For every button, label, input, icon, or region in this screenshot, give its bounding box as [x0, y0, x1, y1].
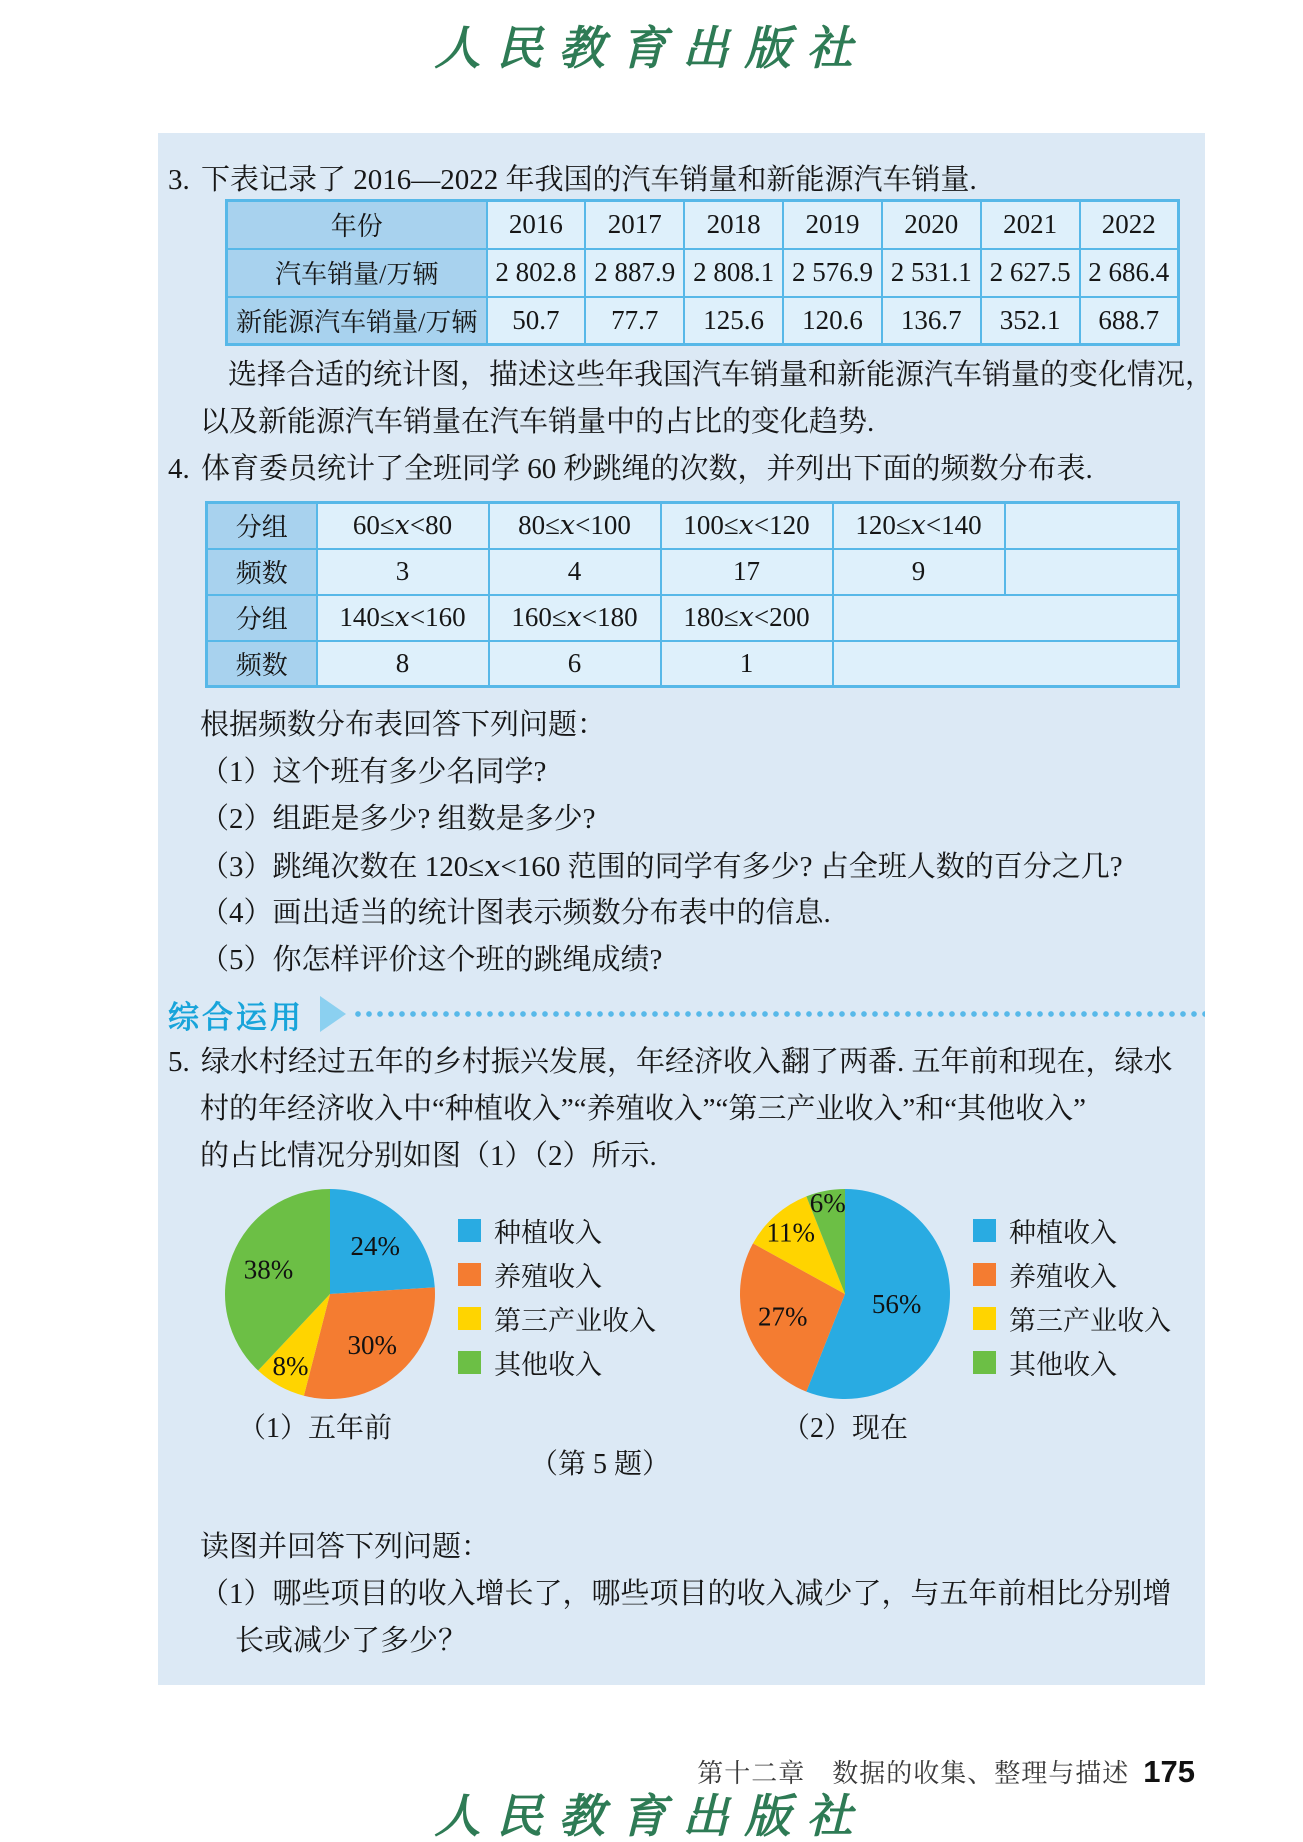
table-row [207, 503, 1179, 549]
publisher-calligraphy-top: 人民教育出版社 [434, 21, 869, 75]
car-sales-cell: 2 627.5 [981, 249, 1080, 297]
group-cell: 160≤x<180 [489, 595, 661, 641]
empty-cell [1005, 549, 1179, 595]
row-header-cell: 汽车销量/万辆 [227, 249, 487, 297]
legend-swatch-icon [458, 1307, 481, 1330]
problem-5-line1-text: 绿水村经过五年的乡村振兴发展，年经济收入翻了两番. 五年前和现在，绿水 [201, 1046, 1173, 1078]
pie-chart-five-years-ago [220, 1184, 440, 1404]
pie-value-label: 56% [871, 1288, 922, 1319]
group-cell: 80≤x<100 [489, 503, 661, 549]
car-sales-cell: 2 576.9 [783, 249, 882, 297]
empty-cell [833, 595, 1179, 641]
table-row [207, 641, 1179, 687]
freq-cell: 4 [489, 549, 661, 595]
year-cell: 2022 [1080, 201, 1179, 249]
pie-chart-now [735, 1184, 955, 1404]
problem-5-number: 5. [168, 1046, 190, 1078]
group-cell: 140≤x<160 [317, 595, 489, 641]
table-row [227, 249, 1179, 297]
car-sales-cell: 2 808.1 [684, 249, 783, 297]
figure-label: （第 5 题） [529, 1449, 670, 1480]
questions-intro: 根据频数分布表回答下列问题： [200, 709, 607, 741]
page-number: 175 [1143, 1754, 1195, 1789]
legend-label: 其他收入 [1009, 1349, 1117, 1380]
problem-3-intro-text: 下表记录了 2016—2022 年我国的汽车销量和新能源汽车销量. [201, 164, 977, 196]
nev-sales-cell: 136.7 [882, 297, 981, 345]
nev-sales-cell: 120.6 [783, 297, 882, 345]
year-cell: 2021 [981, 201, 1080, 249]
legend-label: 养殖收入 [1009, 1261, 1117, 1292]
empty-cell [833, 641, 1179, 687]
legend-item [973, 1252, 1171, 1296]
legend-swatch-icon [973, 1351, 996, 1374]
problem-3-followup-line2: 以及新能源汽车销量在汽车销量中的占比的变化趋势. [200, 406, 875, 438]
legend-item [458, 1208, 656, 1252]
legend-label: 第三产业收入 [494, 1305, 656, 1336]
publisher-calligraphy-bottom: 人民教育出版社 [434, 1789, 869, 1842]
exercise-content-panel [158, 133, 1215, 1685]
pie-chart-figure [158, 1188, 1205, 1498]
row-header-cell: 分组 [207, 503, 317, 549]
question-4: （4）画出适当的统计图表示频数分布表中的信息. [200, 897, 831, 929]
legend-label: 其他收入 [494, 1349, 602, 1380]
group-cell: 180≤x<200 [661, 595, 833, 641]
triangle-pointer-icon [320, 996, 346, 1032]
question-1: （1）这个班有多少名同学? [200, 756, 547, 788]
problem-3-number: 3. [168, 164, 190, 196]
group-cell: 120≤x<140 [833, 503, 1005, 549]
problem-5-question-line2: 长或减少了多少？ [235, 1625, 468, 1657]
car-sales-table [225, 199, 1180, 346]
car-sales-cell: 2 686.4 [1080, 249, 1179, 297]
legend-label: 第三产业收入 [1009, 1305, 1171, 1336]
problem-4-number: 4. [168, 453, 190, 485]
question-5: （5）你怎样评价这个班的跳绳成绩? [200, 944, 663, 976]
legend-swatch-icon [458, 1219, 481, 1242]
row-header-cell: 新能源汽车销量/万辆 [227, 297, 487, 345]
dotted-leader-line [354, 1010, 1205, 1018]
problem-5-line2: 村的年经济收入中“种植收入”“养殖收入”“第三产业收入”和“其他收入” [200, 1093, 1086, 1125]
legend-swatch-icon [458, 1263, 481, 1286]
row-header-cell: 频数 [207, 641, 317, 687]
section-title: 综合运用 [168, 999, 304, 1035]
car-sales-cell: 2 887.9 [585, 249, 684, 297]
pie-value-label: 27% [758, 1301, 808, 1332]
legend-swatch-icon [458, 1351, 481, 1374]
problem-5-line1 [158, 1047, 1205, 1077]
freq-cell: 17 [661, 549, 833, 595]
pie-value-label: 38% [243, 1254, 294, 1285]
pie-value-label: 6% [809, 1188, 846, 1219]
nev-sales-cell: 77.7 [585, 297, 684, 345]
legend-label: 养殖收入 [494, 1261, 602, 1292]
problem-5-line3: 的占比情况分别如图（1）（2）所示. [200, 1140, 657, 1172]
nev-sales-cell: 50.7 [487, 297, 586, 345]
legend-swatch-icon [973, 1263, 996, 1286]
year-cell: 2018 [684, 201, 783, 249]
legend-item [973, 1296, 1171, 1340]
legend-item [458, 1340, 656, 1384]
table-row [207, 595, 1179, 641]
nev-sales-cell: 688.7 [1080, 297, 1179, 345]
table-row [227, 201, 1179, 249]
car-sales-cell: 2 531.1 [882, 249, 981, 297]
legend-label: 种植收入 [1009, 1217, 1117, 1248]
year-cell: 2016 [487, 201, 586, 249]
table-row [227, 297, 1179, 345]
freq-cell: 3 [317, 549, 489, 595]
chapter-title: 第十二章 数据的收集、整理与描述 [697, 1759, 1130, 1788]
frequency-table [205, 501, 1180, 688]
table-row [207, 549, 1179, 595]
pie-caption-five-years-ago: （1）五年前 [237, 1413, 392, 1444]
legend-item [973, 1340, 1171, 1384]
row-header-cell: 年份 [227, 201, 487, 249]
freq-cell: 9 [833, 549, 1005, 595]
row-header-cell: 频数 [207, 549, 317, 595]
problem-3-followup-line1: 选择合适的统计图，描述这些年我国汽车销量和新能源汽车销量的变化情况， [228, 359, 1215, 391]
nev-sales-cell: 352.1 [981, 297, 1080, 345]
freq-cell: 8 [317, 641, 489, 687]
year-cell: 2019 [783, 201, 882, 249]
legend-five-years-ago [458, 1208, 656, 1384]
freq-cell: 1 [661, 641, 833, 687]
legend-item [458, 1296, 656, 1340]
pie-value-label: 24% [350, 1230, 401, 1261]
question-3: （3）跳绳次数在 120≤x<160 范围的同学有多少? 占全班人数的百分之几? [200, 849, 1123, 883]
year-cell: 2017 [585, 201, 684, 249]
pie-value-label: 11% [766, 1217, 816, 1248]
pie-value-label: 8% [272, 1350, 309, 1381]
year-cell: 2020 [882, 201, 981, 249]
legend-swatch-icon [973, 1307, 996, 1330]
section-header [168, 993, 1205, 1035]
legend-item [973, 1208, 1171, 1252]
nev-sales-cell: 125.6 [684, 297, 783, 345]
problem-3-intro [158, 165, 1205, 195]
read-intro: 读图并回答下列问题： [200, 1531, 491, 1563]
problem-5-question-line1: （1）哪些项目的收入增长了，哪些项目的收入减少了，与五年前相比分别增 [200, 1578, 1172, 1610]
row-header-cell: 分组 [207, 595, 317, 641]
legend-label: 种植收入 [494, 1217, 602, 1248]
group-cell: 60≤x<80 [317, 503, 489, 549]
problem-4-intro-text: 体育委员统计了全班同学 60 秒跳绳的次数，并列出下面的频数分布表. [201, 453, 1093, 485]
question-2: （2）组距是多少? 组数是多少? [200, 803, 596, 835]
pie-caption-now: （2）现在 [781, 1413, 908, 1444]
legend-now [973, 1208, 1171, 1384]
freq-cell: 6 [489, 641, 661, 687]
legend-swatch-icon [973, 1219, 996, 1242]
problem-4-intro [158, 454, 1205, 484]
legend-item [458, 1252, 656, 1296]
pie-value-label: 30% [347, 1330, 397, 1360]
car-sales-cell: 2 802.8 [487, 249, 586, 297]
group-cell: 100≤x<120 [661, 503, 833, 549]
empty-cell [1005, 503, 1179, 549]
